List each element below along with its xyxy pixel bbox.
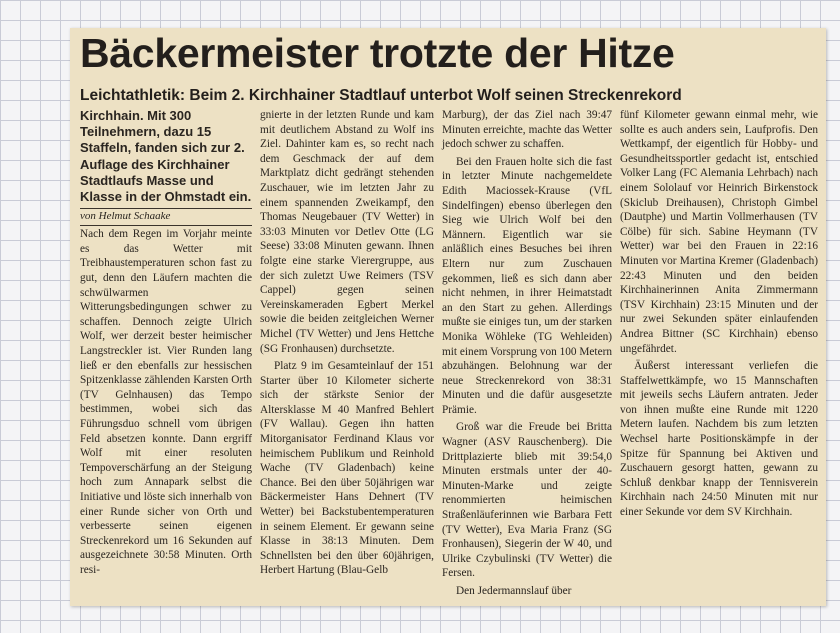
paragraph: Den Jedermannslauf über: [456, 585, 572, 597]
byline-rule: [80, 208, 252, 209]
paragraph: Marburg), der das Ziel nach 39:47 Minuten erreichte, machte das Wetter jedoch schwer zu schaffen.: [442, 109, 612, 151]
newspaper-clipping: [70, 28, 826, 606]
subheadline: Leichtathletik: Beim 2. Kirchhainer Stadtlauf unterbot Wolf seinen Streckenrekord: [80, 87, 682, 104]
paragraph: Groß war die Freude bei Britta Wagner (ASV Rauschenberg). Die Drittplazierte blieb mit 39:54,0 Minuten erstmals unter der 40-Minuten-Marke und zeigte renommierten heimischen Straßenläuferinnen wie Barbara Fett (TV Wetter), Eva Maria Franz (SG Fronhausen), Siegerin der W 40, und Ulrike Czybulinski (TV Wetter) die Fersen.: [442, 421, 612, 580]
lead-paragraph: Kirchhain. Mit 300 Teilnehmern, dazu 15 Staffeln, fanden sich zur 2. Auflage des Kirchhainer Stadtlaufs Masse und Klasse in der Ohmstadt ein.: [80, 108, 252, 205]
paragraph: Nach dem Regen im Vorjahr meinte es das Wetter mit Treibhaustemperaturen schon fast zu gut, denn den Läufern machten die schwülwarmen Witterungsbedingungen schwer zu schaffen. Dennoch zeigte Ulrich Wolf, wer derzeit bester heimischer Langstreckler ist. Vier Runden lang ließ er den ebenfalls zur hessischen Spitzenklasse zählenden Karsten Orth (TV Gelnhausen) das Tempo bestimmen, wobei sich das Führungsduo schnell vom übrigen Feld absetzen konnte. Dann ergriff Wolf mit einer resoluten Tempoverschärfung an der Steigung hoch zum Annapark selbst die Initiative und löste sich innerhalb von einer Runde sicher von Orth und verbesserte seinen eigenen Streckenrekord um 16 Sekunden auf ausgezeichnete 30:58 Minuten. Orth resi-: [80, 228, 252, 576]
paragraph: Platz 9 im Gesamteinlauf der 151 Starter über 10 Kilometer sicherte sich der stärkste Senior der Altersklasse M 40 Manfred Behlert (FV Wallau). Gegen ihn hatten Mitorganisator Ferdinand Klaus vor heimischem Publikum und Reinhold Wache (TV Gladenbach) keine Chance. Bei den über 50jährigen war Bäckermeister Hans Dehnert (TV Wetter) bei Backstubentemperaturen in seinem Element. Er gewann seine Klasse in 38:13 Minuten. Dem Schnellsten bei den über 60jährigen, Herbert Hartung (Blau-Gelb: [260, 360, 434, 577]
column-4: [620, 108, 818, 523]
paragraph: gnierte in der letzten Runde und kam mit deutlichem Abstand zu Wolf ins Ziel. Dahinter kam es, so recht nach dem Geschmack der auf dem Marktplatz dicht gedrängt stehenden Zuschauer, wie im letzten Jahr zu einem spannenden Zweikampf, den Thomas Neugebauer (TV Wetter) in 33:03 Minuten vor Detlev Otte (LG Seese) 33:08 Minuten gewann. Ihnen folgte eine starke Vierergruppe, aus der sich zuletzt Uwe Reimers (TSV Cappel) gegen seinen Vereinskameraden Egbert Merkel sowie die beiden zeitgleichen Werner Michel (TV Wetter) und Jens Hettche (SG Fronhausen) durchsetzte.: [260, 109, 434, 355]
byline: von Helmut Schaake: [80, 210, 171, 223]
column-1: [80, 108, 252, 580]
headline: Bäckermeister trotzte der Hitze: [80, 30, 675, 76]
byline-rule-bottom: [80, 225, 252, 226]
column-2: [260, 108, 434, 581]
paragraph: Äußerst interessant verliefen die Staffelwettkämpfe, wo 15 Mannschaften mit jeweils sechs Läufern antraten. Jeder von ihnen mußte eine Runde mit 1220 Metern laufen. Nachdem bis zum letzten Wechsel harte Positionskämpfe in der Spitze für Spannung bei Aktiven und Zuschauern gesorgt hatten, gewann zu Schluß denkbar knapp der Tennisverein Kirchhain nach 24:50 Minuten mit nur einer Sekunde vor dem SV Kirchhain.: [620, 360, 818, 519]
paragraph: Bei den Frauen holte sich die fast in letzter Minute nachgemeldete Edith Maciossek-Krause (VfL Sindelfingen) ebenso überlegen den Sieg wie Ulrich Wolf bei den Männern. Eigentlich war sie anläßlich eines Besuches bei ihren Eltern nur zum Zuschauen gekommen, ließ es sich dann aber nicht nehmen, in ihrer Heimatstadt an den Start zu gehen. Allerdings mußte sie einiges tun, um der starken Monika Wöhleke (TG Wehleiden) mit einem Vorsprung von 100 Metern abzuhängen. Belohnung war der neue Streckenrekord von 38:31 Minuten und die dafür ausgesetzte Prämie.: [442, 155, 612, 416]
paragraph: fünf Kilometer gewann einmal mehr, wie sollte es auch anders sein, Laufprofis. Den Wettkampf, der eigentlich für Hobby- und Gesundheitssportler gedacht ist, entschied Volker Lang (FC Alemania Lehrbach) nach einem Sololauf vor Heinrich Birkenstock (Skiclub Dreihausen), Christoph Gimbel (Dautphe) und Martin Vollmerhausen (TV Cölbe) für sich. Sabine Heymann (TV Wetter) war bei den Frauen in 22:16 Minuten vor Martina Kremer (Gladenbach) 22:43 Minuten und den beiden Kirchhainerinnen Anita Zimmermann (TSV Kirchhain) 23:15 Minuten und der nur zwei Sekunden später einlaufenden Andrea Bittner (SC Kirchhain) ebenso ungefährdet.: [620, 109, 818, 355]
column-3: [442, 108, 612, 602]
